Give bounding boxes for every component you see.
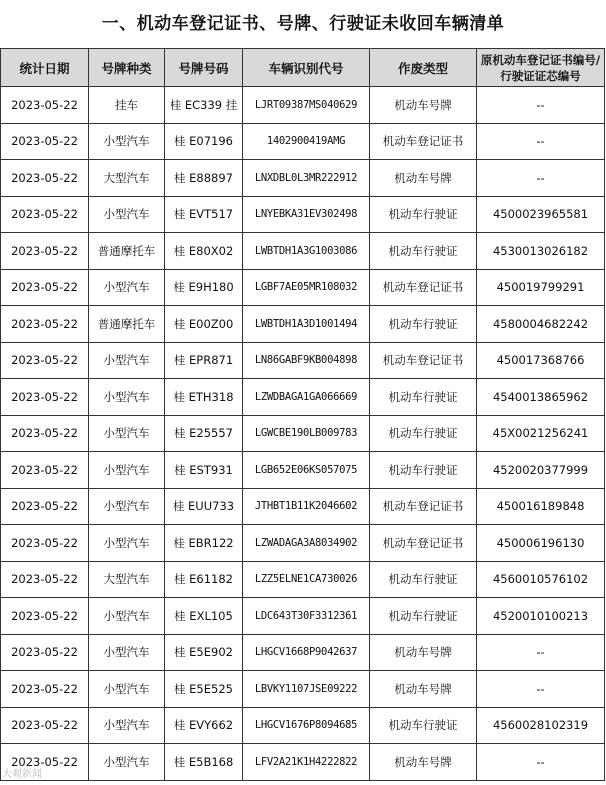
cell-vin: LHGCV1676P8094685 xyxy=(243,707,370,744)
cell-vin: LNYEBKA31EV302498 xyxy=(243,196,370,233)
cell-plate-type: 大型汽车 xyxy=(89,561,165,598)
cell-plate-number: 桂 E61182 xyxy=(165,561,243,598)
cell-plate-number: 桂 ETH318 xyxy=(165,379,243,416)
cell-plate-number: 桂 E80X02 xyxy=(165,233,243,270)
cell-date: 2023-05-22 xyxy=(1,342,89,379)
cell-date: 2023-05-22 xyxy=(1,306,89,343)
cell-plate-type: 小型汽车 xyxy=(89,196,165,233)
cell-plate-type: 普通摩托车 xyxy=(89,306,165,343)
cell-certificate-number: 4520020377999 xyxy=(477,452,605,489)
cell-plate-type: 小型汽车 xyxy=(89,671,165,708)
cell-vin: LWBTDH1A3G1003086 xyxy=(243,233,370,270)
table-row xyxy=(1,269,605,306)
cell-certificate-number: -- xyxy=(477,744,605,781)
cell-vin: LZZ5ELNE1CA730026 xyxy=(243,561,370,598)
cell-vin: LN86GABF9KB004898 xyxy=(243,342,370,379)
header-certificate-number: 原机动车登记证书编号/行驶证证芯编号 xyxy=(477,49,605,87)
vehicle-list-table xyxy=(0,48,605,781)
cell-plate-number: 桂 EST931 xyxy=(165,452,243,489)
header-plate-number: 号牌号码 xyxy=(165,49,243,87)
cell-void-type: 机动车行驶证 xyxy=(370,196,477,233)
cell-vin: LHGCV1668P9042637 xyxy=(243,634,370,671)
table-row xyxy=(1,744,605,781)
cell-date: 2023-05-22 xyxy=(1,634,89,671)
cell-plate-number: 桂 EC339 挂 xyxy=(165,87,243,124)
cell-void-type: 机动车号牌 xyxy=(370,671,477,708)
cell-vin: LGB652E06KS057075 xyxy=(243,452,370,489)
cell-date: 2023-05-22 xyxy=(1,196,89,233)
cell-plate-number: 桂 EUU733 xyxy=(165,488,243,525)
header-void-type: 作废类型 xyxy=(370,49,477,87)
cell-plate-type: 小型汽车 xyxy=(89,488,165,525)
cell-certificate-number: 4520010100213 xyxy=(477,598,605,635)
cell-plate-type: 挂车 xyxy=(89,87,165,124)
cell-plate-type: 大型汽车 xyxy=(89,160,165,197)
cell-certificate-number: -- xyxy=(477,87,605,124)
table-row xyxy=(1,233,605,270)
table-row xyxy=(1,598,605,635)
cell-certificate-number: -- xyxy=(477,671,605,708)
cell-plate-number: 桂 EVY662 xyxy=(165,707,243,744)
cell-plate-number: 桂 EPR871 xyxy=(165,342,243,379)
cell-date: 2023-05-22 xyxy=(1,233,89,270)
cell-void-type: 机动车登记证书 xyxy=(370,488,477,525)
cell-plate-type: 小型汽车 xyxy=(89,379,165,416)
cell-certificate-number: 4540013865962 xyxy=(477,379,605,416)
cell-plate-number: 桂 E00Z00 xyxy=(165,306,243,343)
table-header-row xyxy=(1,49,605,87)
table-row xyxy=(1,671,605,708)
cell-void-type: 机动车登记证书 xyxy=(370,342,477,379)
cell-vin: LZWDBAGA1GA066669 xyxy=(243,379,370,416)
cell-vin: LGBF7AE05MR108032 xyxy=(243,269,370,306)
cell-date: 2023-05-22 xyxy=(1,269,89,306)
cell-certificate-number: 450019799291 xyxy=(477,269,605,306)
cell-vin: LBVKY1107JSE09222 xyxy=(243,671,370,708)
cell-vin: LJRT09387MS040629 xyxy=(243,87,370,124)
cell-certificate-number: 4580004682242 xyxy=(477,306,605,343)
cell-date: 2023-05-22 xyxy=(1,415,89,452)
cell-void-type: 机动车行驶证 xyxy=(370,598,477,635)
cell-vin: LWBTDH1A3D1001494 xyxy=(243,306,370,343)
table-row xyxy=(1,87,605,124)
cell-plate-number: 桂 E5B168 xyxy=(165,744,243,781)
cell-void-type: 机动车行驶证 xyxy=(370,233,477,270)
cell-plate-type: 小型汽车 xyxy=(89,415,165,452)
table-body xyxy=(1,87,605,781)
cell-certificate-number: 4500023965581 xyxy=(477,196,605,233)
cell-void-type: 机动车行驶证 xyxy=(370,379,477,416)
cell-certificate-number: 450006196130 xyxy=(477,525,605,562)
cell-plate-type: 小型汽车 xyxy=(89,634,165,671)
cell-date: 2023-05-22 xyxy=(1,525,89,562)
cell-vin: LNXDBL0L3MR222912 xyxy=(243,160,370,197)
cell-certificate-number: -- xyxy=(477,123,605,160)
cell-date: 2023-05-22 xyxy=(1,379,89,416)
watermark: 大观新闻 xyxy=(2,769,42,780)
cell-certificate-number: 4530013026182 xyxy=(477,233,605,270)
table-row xyxy=(1,379,605,416)
cell-vin: JTHBT1B11K2046602 xyxy=(243,488,370,525)
table-row xyxy=(1,488,605,525)
cell-void-type: 机动车号牌 xyxy=(370,634,477,671)
cell-plate-type: 普通摩托车 xyxy=(89,233,165,270)
cell-void-type: 机动车号牌 xyxy=(370,744,477,781)
cell-void-type: 机动车号牌 xyxy=(370,160,477,197)
cell-void-type: 机动车行驶证 xyxy=(370,707,477,744)
cell-plate-number: 桂 E5E902 xyxy=(165,634,243,671)
cell-date: 2023-05-22 xyxy=(1,598,89,635)
cell-plate-type: 小型汽车 xyxy=(89,123,165,160)
table-row xyxy=(1,707,605,744)
cell-vin: LFV2A21K1H4222822 xyxy=(243,744,370,781)
cell-date: 2023-05-22 xyxy=(1,561,89,598)
cell-vin: 1402900419AMG xyxy=(243,123,370,160)
cell-plate-number: 桂 E9H180 xyxy=(165,269,243,306)
cell-void-type: 机动车登记证书 xyxy=(370,123,477,160)
cell-plate-type: 小型汽车 xyxy=(89,525,165,562)
cell-plate-type: 小型汽车 xyxy=(89,598,165,635)
cell-date: 2023-05-22 xyxy=(1,707,89,744)
cell-certificate-number: 4560010576102 xyxy=(477,561,605,598)
cell-void-type: 机动车行驶证 xyxy=(370,561,477,598)
table-row xyxy=(1,525,605,562)
cell-plate-number: 桂 E07196 xyxy=(165,123,243,160)
cell-certificate-number: -- xyxy=(477,160,605,197)
cell-vin: LGWCBE190LB009783 xyxy=(243,415,370,452)
cell-void-type: 机动车登记证书 xyxy=(370,269,477,306)
document-title: 一、机动车登记证书、号牌、行驶证未收回车辆清单 xyxy=(101,14,505,34)
table-row xyxy=(1,196,605,233)
cell-plate-number: 桂 E88897 xyxy=(165,160,243,197)
table-row xyxy=(1,306,605,343)
cell-plate-number: 桂 EVT517 xyxy=(165,196,243,233)
cell-date: 2023-05-22 xyxy=(1,488,89,525)
cell-date: 2023-05-22 xyxy=(1,744,89,781)
table-row xyxy=(1,160,605,197)
cell-plate-type: 小型汽车 xyxy=(89,342,165,379)
table-row xyxy=(1,561,605,598)
cell-certificate-number: -- xyxy=(477,634,605,671)
cell-certificate-number: 45X0021256241 xyxy=(477,415,605,452)
cell-plate-number: 桂 E25557 xyxy=(165,415,243,452)
cell-void-type: 机动车行驶证 xyxy=(370,415,477,452)
cell-vin: LZWADAGA3A8034902 xyxy=(243,525,370,562)
header-vin: 车辆识别代号 xyxy=(243,49,370,87)
table-row xyxy=(1,123,605,160)
cell-date: 2023-05-22 xyxy=(1,160,89,197)
cell-date: 2023-05-22 xyxy=(1,452,89,489)
cell-plate-number: 桂 EBR122 xyxy=(165,525,243,562)
table-row xyxy=(1,415,605,452)
cell-plate-type: 小型汽车 xyxy=(89,707,165,744)
cell-plate-type: 小型汽车 xyxy=(89,452,165,489)
cell-void-type: 机动车登记证书 xyxy=(370,525,477,562)
cell-certificate-number: 4560028102319 xyxy=(477,707,605,744)
cell-date: 2023-05-22 xyxy=(1,671,89,708)
table-row xyxy=(1,452,605,489)
cell-plate-type: 小型汽车 xyxy=(89,269,165,306)
cell-plate-type: 小型汽车 xyxy=(89,744,165,781)
header-date: 统计日期 xyxy=(1,49,89,87)
cell-void-type: 机动车行驶证 xyxy=(370,306,477,343)
cell-void-type: 机动车行驶证 xyxy=(370,452,477,489)
cell-plate-number: 桂 EXL105 xyxy=(165,598,243,635)
table-row xyxy=(1,634,605,671)
cell-date: 2023-05-22 xyxy=(1,87,89,124)
cell-vin: LDC643T30F3312361 xyxy=(243,598,370,635)
cell-plate-number: 桂 E5E525 xyxy=(165,671,243,708)
header-plate-type: 号牌种类 xyxy=(89,49,165,87)
cell-certificate-number: 450017368766 xyxy=(477,342,605,379)
cell-void-type: 机动车号牌 xyxy=(370,87,477,124)
table-row xyxy=(1,342,605,379)
cell-date: 2023-05-22 xyxy=(1,123,89,160)
cell-certificate-number: 450016189848 xyxy=(477,488,605,525)
